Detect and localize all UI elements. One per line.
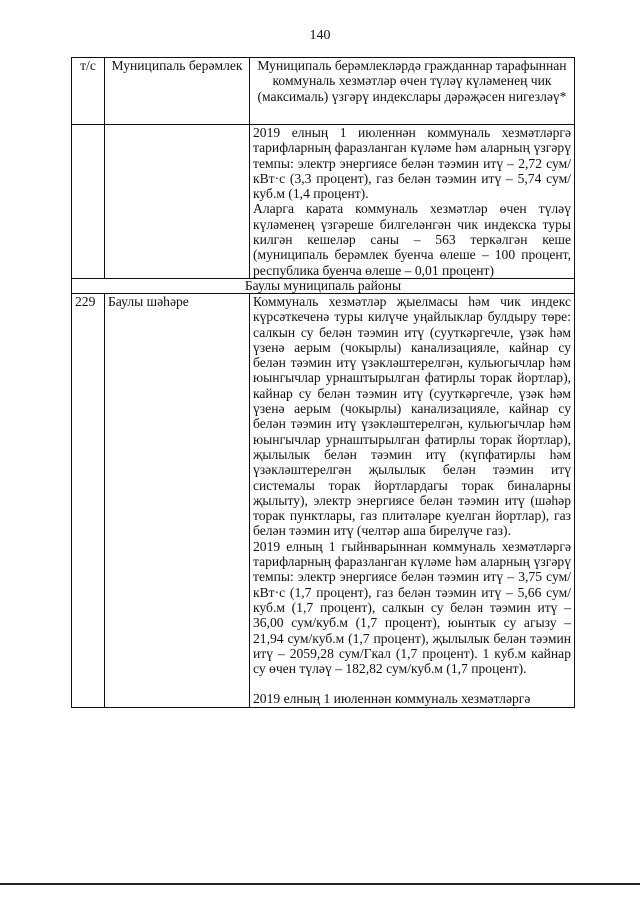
continuation-paragraph-1: 2019 елның 1 июленнән коммуналь хезмәтләргә тарифларның фаразланган күләме һәм аларның үзгәрү темпы: электр энергиясе белән тәэмин итү – 2,72 сум/кВт·с (3,3 процент), газ белән тәэмин итү – 5,74 сум/куб.м (1,4 процент). — [253, 125, 571, 202]
paragraph-gap — [253, 676, 571, 691]
row-municipality: Баулы шәһәре — [105, 293, 250, 707]
row-paragraph-3: 2019 елның 1 июленнән коммуналь хезмәтләргә — [253, 691, 531, 707]
tariff-table — [71, 57, 575, 708]
continuation-paragraph-2: Аларга карата коммуналь хезмәтләр өчен түләү күләменең үзгәреше билгеләнгән чик индекска туры килгән кешеләр саны – 563 теркәлгән кеше (муниципаль берәмлек буенча өлеше – 100 процент, республика буенча өлеше – 0,01 процент) — [253, 201, 571, 278]
row-paragraph-2: 2019 елның 1 гыйнварыннан коммуналь хезмәтләргә тарифларның фаразланган күләме һәм аларның үзгәрү темпы: электр энергиясе белән тәэмин итү – 3,75 сум/кВт·с (1,7 процент), газ белән тәэмин итү – 5,66 сум/куб.м (1,7 процент), салкын су белән тәэмин итү – 36,00 сум/куб.м (1,7 процент), юынтык су агызу – 21,94 сум/куб.м (1,7 процент), җылылык белән тәэмин итү – 2059,28 сум/Гкал (1,7 процент). 1 куб.м кайнар су өчен түләү – 182,82 сум/куб.м (1,7 процент). — [253, 538, 571, 677]
table-header-row — [72, 58, 575, 125]
row-justification-text — [250, 293, 575, 707]
table-row-district — [72, 278, 575, 293]
cell-continuation-text — [250, 125, 575, 279]
page-bottom-rule — [0, 883, 640, 885]
cell-empty-num — [72, 125, 105, 279]
district-label: Баулы муниципаль районы — [72, 278, 575, 293]
cell-empty-municipality — [105, 125, 250, 279]
header-num: т/с — [72, 58, 105, 125]
header-municipality: Муниципаль берәмлек — [105, 58, 250, 125]
table-row-continuation — [72, 125, 575, 279]
page-number: 140 — [309, 28, 331, 43]
row-number: 229 — [72, 293, 105, 707]
table-row — [72, 293, 575, 707]
row-paragraph-1: Коммуналь хезмәтләр җыелмасы һәм чик индекс күрсәткеченә туры килүче уңайлыклар булдыру төре: салкын су белән тәэмин итү (сууткәргечле, үзәк һәм үзенә аерым (чокырлы) канализацияле, кайнар су белән тәэмин итү үзәкләштерелгән, кульюгычлар һәм юынгычлар урнаштырылган фатирлы торак йортлар), кайнар су белән тәэмин итү (сууткәргечле, үзәк һәм үзенә аерым (чокырлы) канализацияле, кайнар су белән тәэмин итү үзәкләштерелгән, кульюгычлар һәм юынгычлар урнаштырылган фатирлы торак йортлар), җылылык белән тәэмин итү (күпфатирлы һәм үзәкләштерелгән җылылык белән тәэмин итү системалы торак йортлардагы торак биналарны җылыту), электр энергиясе белән тәэмин итү (шәһәр торак пунктлары, газ плитәләре куелган йортлар), газ белән тәэмин итү (челтәр аша бирелүче газ). — [253, 293, 571, 539]
header-justification: Муниципаль берәмлекләрдә гражданнар тарафыннан коммуналь хезмәтләр өчен түләү күләменең чик (максималь) үзгәрү индекслары дәрәҗәсен нигезләү* — [250, 58, 575, 125]
